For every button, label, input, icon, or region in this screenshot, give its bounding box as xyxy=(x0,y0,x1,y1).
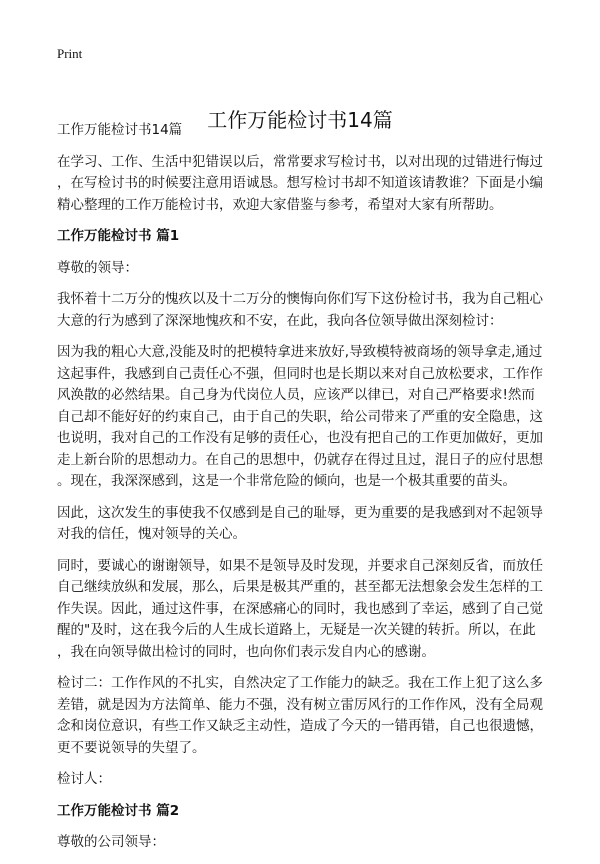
text-line: ，在写检讨书的时候要注意用语诚恳。想写检讨书却不知道该请教谁？下面是小编 xyxy=(57,175,543,191)
text-line: 走上新台阶的思想动力。在自己的思想中，仍就存在得过且过，混日子的应付思想 xyxy=(57,451,543,468)
paragraph xyxy=(57,832,557,854)
paragraph xyxy=(57,556,557,664)
text-line: 检讨二：工作作风的不扎实，自然决定了工作能力的缺乏。我在工作上犯了这么多 xyxy=(57,675,543,691)
text-line: 风涣散的必然结果。自己身为代岗位人员，应该严以律已，对自己严格要求!然而 xyxy=(57,387,535,403)
text-line: 我怀着十二万分的愧疚以及十二万分的懊悔向你们写下这份检讨书，我为自己粗心 xyxy=(57,291,543,307)
text-line: 尊敬的领导： xyxy=(57,259,138,276)
text-line: ，我在向领导做出检讨的同时，也向你们表示发自内心的感谢。 xyxy=(57,643,435,660)
print-link[interactable]: Print xyxy=(57,46,83,61)
text-line: 同时，要诚心的谢谢领导，如果不是领导及时发现，并要求自己深刻反省，而放任 xyxy=(57,557,543,574)
text-line: 尊敬的公司领导： xyxy=(57,834,165,850)
text-line: 醒的"及时，这在我今后的人生成长道路上，无疑是一次关键的转折。所以，在此 xyxy=(57,622,536,638)
text-line: 作失误。因此，通过这件事，在深感痛心的同时，我也感到了幸运，感到了自己觉 xyxy=(57,600,543,617)
paragraph xyxy=(57,769,557,791)
paragraph xyxy=(57,152,557,217)
text-line: 因此，这次发生的事使我不仅感到是自己的耻辱，更为重要的是我感到对不起领导 xyxy=(57,504,543,521)
paragraph xyxy=(57,673,557,759)
text-line: 大意的行为感到了深深地愧疚和不安，在此，我向各位领导做出深刻检讨： xyxy=(57,312,503,329)
text-line: 工作万能检讨书14篇 xyxy=(57,122,183,138)
text-line: 在学习、工作、生活中犯错误以后，常常要求写检讨书，以对出现的过错进行悔过 xyxy=(57,153,543,170)
text-line: 也说明，我对自己的工作没有足够的责任心，也没有把自己的工作更加做好，更加 xyxy=(57,430,543,446)
paragraph xyxy=(57,342,557,493)
text-line: 对我的信任，愧对领导的关心。 xyxy=(57,526,246,542)
text-line: 工作万能检讨书 篇2 xyxy=(57,802,180,819)
text-line: 工作万能检讨书 篇1 xyxy=(57,228,180,244)
text-line: 因为我的粗心大意,没能及时的把模特拿进来放好,导致模特被商场的领导拿走,通过 xyxy=(57,344,543,360)
text-line: 自己却不能好好的约束自己，由于自己的失职，给公司带来了严重的安全隐患，这 xyxy=(57,408,543,425)
text-line: 差错，就是因为方法简单、能力不强，没有树立雷厉风行的工作作风，没有全局观 xyxy=(57,696,543,713)
paragraph xyxy=(57,289,557,332)
text-line: 这起事件，我感到自己责任心不强，但同时也是长期以来对自己放松要求，工作作 xyxy=(57,365,543,382)
text-line: 精心整理的工作万能检讨书，欢迎大家借鉴与参考，希望对大家有所帮助。 xyxy=(57,196,503,213)
document-body xyxy=(57,120,557,864)
paragraph xyxy=(57,503,557,546)
text-line: 念和岗位意识，有些工作又缺乏主动性，造成了今天的一错再错，自己也很遗憾， xyxy=(57,718,543,734)
text-line: 自己继续放纵和发展，那么，后果是极其严重的，甚至都无法想象会发生怎样的工 xyxy=(57,579,543,595)
text-line: 检讨人： xyxy=(57,771,111,787)
paragraph xyxy=(57,258,557,280)
section-heading xyxy=(57,226,557,248)
paragraph xyxy=(57,120,557,142)
text-line: 更不要说领导的失望了。 xyxy=(57,739,206,756)
text-line: 。现在，我深深感到，这是一个非常危险的倾向，也是一个极其重要的苗头。 xyxy=(57,473,516,489)
section-heading xyxy=(57,801,557,823)
page-title: 工作万能检讨书14篇 xyxy=(207,108,393,132)
